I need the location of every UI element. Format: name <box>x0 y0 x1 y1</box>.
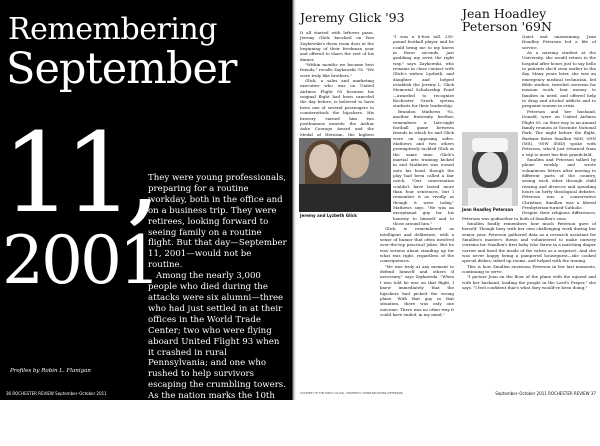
paragraph: Smullen and Peterson talked by phone weekly and wrote voluminous letters after moving to different parts of the country, seeing each other through child rearing and divorces and spending hours on hefty theological debates. Peterson was a conservative Christian; Smullen was a liberal Presbyterian-turned-Catholic. Despite their religious differences, Peterson was godmother to both of Smullen's sons. <box>462 156 596 221</box>
paragraph: This is how Smullen envisions Peterson in her last moments, continuing to serve. <box>462 263 596 275</box>
paragraph: Glick, a sales and marketing executive who was on United Airlines Flight 93 because his original flight had been canceled the day before, is believed to have been one of several passengers to counterattack the hijackers. His bravery earned him two posthumous awards: the Arthur Ashe Courage Award and the Medal of Heroism, the highest <box>300 78 374 137</box>
paragraph: "I was a 6-foot tall, 255-pound football player and he could bring me to my knees in those seconds, just grabbing my wrist the right way," says Zaykowski, who remains in close contact with Glick's widow, Lyzbeth, and daughter and helped establish the Jeremy L. Glick Memorial Scholarship Fund—awarded to recognize Rochester Greek system students for their leadership. <box>393 34 454 109</box>
right-page <box>296 0 600 400</box>
paragraph: As a nursing student at the University, she would return to the hospital after hours just to say hello to patients she'd seen earlier in the day. Many years later, she was an emergency medical technician, led Bible studies, traveled overseas for mission work, lent money to families in need, and offered help to drug and alcohol addicts and to pregnant women in crisis. <box>522 50 597 109</box>
paragraph: Glick is remembered as intelligent and deliberate, with a sense of humor that often involved over-the-top practical jokes. But he was serious about standing up for what was right, regardless of the consequences. <box>380 226 454 264</box>
photo-face <box>341 144 369 178</box>
glick-photo <box>299 138 391 212</box>
glick-heading: Jeremy Glick '93 <box>300 10 405 25</box>
glick-column-1-continued <box>300 220 374 370</box>
photo-face <box>478 152 502 182</box>
intro-text <box>148 173 288 446</box>
title-line-2: September <box>6 44 237 94</box>
glick-caption: Jeremy and Lyzbeth Glick <box>300 213 357 218</box>
peterson-caption: Jean Hoadley Peterson <box>462 207 514 212</box>
photo-credit: COURTESY OF THE FAMILY (GLICK); UNIVERSITY COMMUNICATIONS (PETERSON) <box>300 392 404 395</box>
left-folio: 36 ROCHESTER REVIEW September–October 2011 <box>6 391 107 396</box>
paragraph: Brandon Mathews '92, another fraternity brother, remembers a late-night football game between friends in which he and Glick were on opposing sides. Mathews and two others preemptively tackled Glick at the same time. Glick's martial arts training kicked in and Mathews was tossed onto his head, though the play had been called a fair catch. "Our conversation couldn't have lasted more than four sentences, but I remember it as vividly as though it were today," Mathews says. "He was an exceptional guy for his honesty to himself and to those around him." <box>393 108 454 227</box>
paragraph: Smullen fondly remembers how much Peterson gave of herself. Though busy with her own challenging work during her senior year, Peterson gathered data as a research assistant for Smullen's master's thesis and volunteered to make nursery curtains for Smullen's first baby (she threw in a matching diaper carrier and lined the inside of the valves as a surprise). And she was never happy being a pampered houseguest—she cooked special dishes, tidied up rooms, and helped with the ironing. <box>462 221 596 264</box>
big-year: 2001 <box>2 222 158 299</box>
big-number: 11, <box>2 109 153 237</box>
right-folio: September–October 2011 ROCHESTER REVIEW 37 <box>495 391 596 396</box>
paragraph: "I picture Jean on the floor of the plane with the injured and with her husband, leading the people in the Lord's Prayer," she says. "I feel confident that's what they would've been doing." <box>462 274 596 291</box>
peterson-photo <box>462 132 518 206</box>
photo-clothing <box>299 184 391 212</box>
left-page <box>0 0 292 445</box>
paragraph: "He was truly at any moment to defend himself and others if necessary," says Zaykowski. "When I was told he was on that flight, I knew immediately that the hijackers had picked the wrong plane. With that guy in that situation, there was only one outcome. There was no other way it could have ended, in my mind." <box>380 263 454 317</box>
photo-nurse-cap <box>472 138 508 152</box>
glick-column-2 <box>380 34 454 364</box>
intro-paragraph-1: They were young professionals, preparing for a routine workday, both in the office and on a business trip. They were retirees, looking forward to seeing family on a routine flight. But that day—September 11, 2001—would not be routine. <box>148 173 287 271</box>
paragraph: Peterson and her husband, Donald, were on United Airlines Flight 93, on their way to an annual family reunion at Yosemite National Park. The night before the flight, Barbara Botes Smullen '66N, '69N (MS), '80W (EdD) spoke with Peterson, who'd just returned from a trip to meet her first grandchild. <box>522 108 596 157</box>
title-line-1: Remembering <box>8 12 217 47</box>
paragraph: It all started with leftover pizza. Jeremy Glick knocked on Ron Zaykowski's dorm room door at the beginning of their freshman year and offered to share the rest of his dinner. <box>300 30 374 62</box>
photo-face <box>309 144 337 178</box>
paragraph: "Within months we became best friends," recalls Zaykowski '92. "We were truly like brothers." <box>300 62 374 78</box>
glick-column-1 <box>300 30 374 136</box>
photo-spacer <box>380 134 393 222</box>
paragraph: Quiet and unassuming, Jean Hoadley Peterson led a life of service. <box>522 34 596 50</box>
peterson-heading: Jean Hoadley Peterson '69N <box>462 6 552 34</box>
byline: Profiles by Robin L. Flanigan <box>10 368 91 374</box>
photo-collar <box>468 188 512 206</box>
intro-paragraph-2: Among the nearly 3,000 people who died during the attacks were six alumni—three who had just settled in at their offices in the World Trade Center; two who were flying aboard United Flight 93 when it crashed in rural Pennsylvania; and one who rushed to help survivors escaping the crumbling towers. As the nation marks the 10th anniversary of the September 11 terrorist attacks, we talk with classmates of those who died about their friends. <box>148 271 286 445</box>
